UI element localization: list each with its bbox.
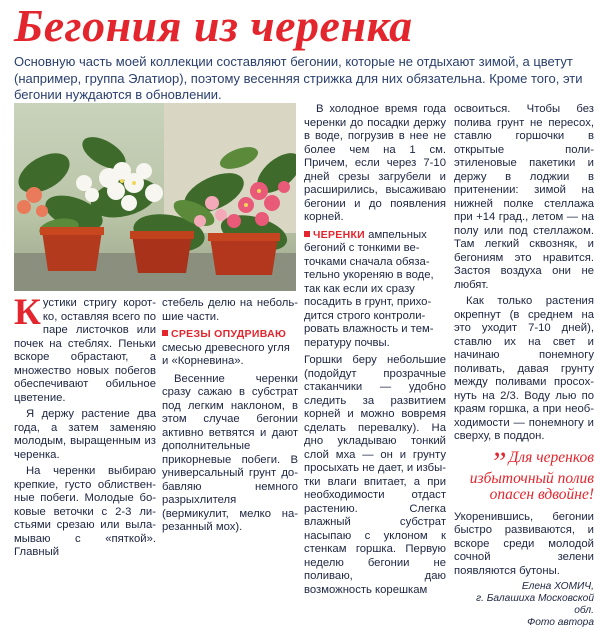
author-location: г. Балашиха Московской обл.: [476, 593, 594, 616]
paragraph: Как только растения окрепнут (в среднем на это уходит 7-10 дней), ставлю их на свет и начинаю понемногу поливать, давая грунту между поливами просохнуть на 2/3. Воду лью по краям горшка, а при необходимости — понемногу и сверху, в поддон.: [454, 295, 594, 442]
drop-cap: К: [14, 292, 41, 333]
paragraph: Весенние черенки сразу сажаю в субстрат под легким наклоном, в этом случае бегонии активно ветвятся и дают дополнительные прикорневые побеги. В универсальный грунт добавляю немного разрыхлителя (вермикулит, мелко нарезанный мох).: [162, 372, 298, 533]
subheading: СРЕЗЫ ОПУДРИВАЮ: [171, 328, 287, 340]
paragraph: Горшки беру небольшие (подойдут прозрачные стаканчики — удобно следить за развитием корней и можно вовремя сделать перевалку). На дно укладываю тонкий слой мха — он и грунту просыхать не дает, и избытки влаги впитает, а при необходимости отдаст растению. Слегка влажный субстрат насыпаю с уклоном к стенкам горшка. Первую неделю бегонии не поливаю, даю возможность корешкам: [304, 354, 447, 596]
begonia-photo-image: [14, 103, 296, 291]
pull-quote-text: Для черенков избыточный полив опасен вдвойне!: [469, 448, 594, 503]
author-signature: [454, 581, 594, 629]
begonia-photo: [14, 103, 296, 291]
article-lead: Основную часть моей коллекции составляют бегонии, которые не отдыхают зимой, а цветут (например, группа Элатиор), поэтому весенняя стрижка для них обязательна. Кроме того, эти бегонии нуждаются в обновлении.: [14, 54, 583, 103]
paragraph: Укоренившись, бегонии быстро развиваются, и вскоре среди молодой сочной зелени появляются бутоны.: [454, 510, 594, 577]
paragraph-text: устики стригу коротко, оставляя всего по паре листочков или почек на стеблях. Пеньки вскоре обрастают, а множество новых побегов обеспечивают обильное цветение.: [14, 297, 156, 404]
pull-quote: [454, 445, 594, 503]
red-square-icon: [162, 330, 168, 336]
column-4: [454, 103, 594, 629]
paragraph: Я держу растение два года, а затем заменяю молодым, выращенным из черенка.: [14, 408, 156, 461]
paragraph: освоиться. Чтобы без полива грунт не пересох, ставлю горшочки в открытые полиэтиленовые пакетики и держу в лоджии в притенении: зимой на нижней полке стеллажа при +14 град., летом — на полу или под стеллажом. Там легкий сквозняк, и бегониям это нравится. Застоя воздуха они не любят.: [454, 103, 594, 291]
quote-mark-icon: ”: [489, 445, 507, 479]
subheading: ЧЕРЕНКИ: [313, 228, 366, 241]
column-3: [304, 103, 446, 600]
author-name: Елена ХОМИЧ,: [521, 581, 594, 592]
paragraph: В холодное время года черенки до посадки держу в воде, погрузив в нее не более чем на 1 см. Причем, если через 7-10 дней срезы загрубели и расширились, высаживаю бегонии и до появления корней.: [304, 103, 446, 223]
paragraph: [14, 292, 156, 405]
photo-credit: Фото автора: [527, 617, 594, 628]
red-square-icon: [304, 231, 310, 237]
subheading-body: ампельных бегоний с тонкими веточками сначала обязательно укореняю в воде, так как если их сразу посадить в грунт, приходится строго контролировать влажность и температуру почвы.: [304, 228, 434, 349]
column-1: [14, 292, 156, 563]
subheading-block: [304, 229, 446, 351]
paragraph: На черенки выбираю крепкие, густо облиственные побеги. Молодые боковые веточки с 2-3 листьями срезаю или выламываю с «пяткой». Главный: [14, 465, 156, 558]
subheading-body: смесью древесного угля и «Корневина».: [162, 341, 290, 367]
subheading-block: [162, 328, 298, 369]
column-2: [162, 297, 298, 538]
paragraph: стебель делю на небольшие части.: [162, 297, 298, 323]
article-title: Бегония из черенка: [14, 0, 413, 51]
